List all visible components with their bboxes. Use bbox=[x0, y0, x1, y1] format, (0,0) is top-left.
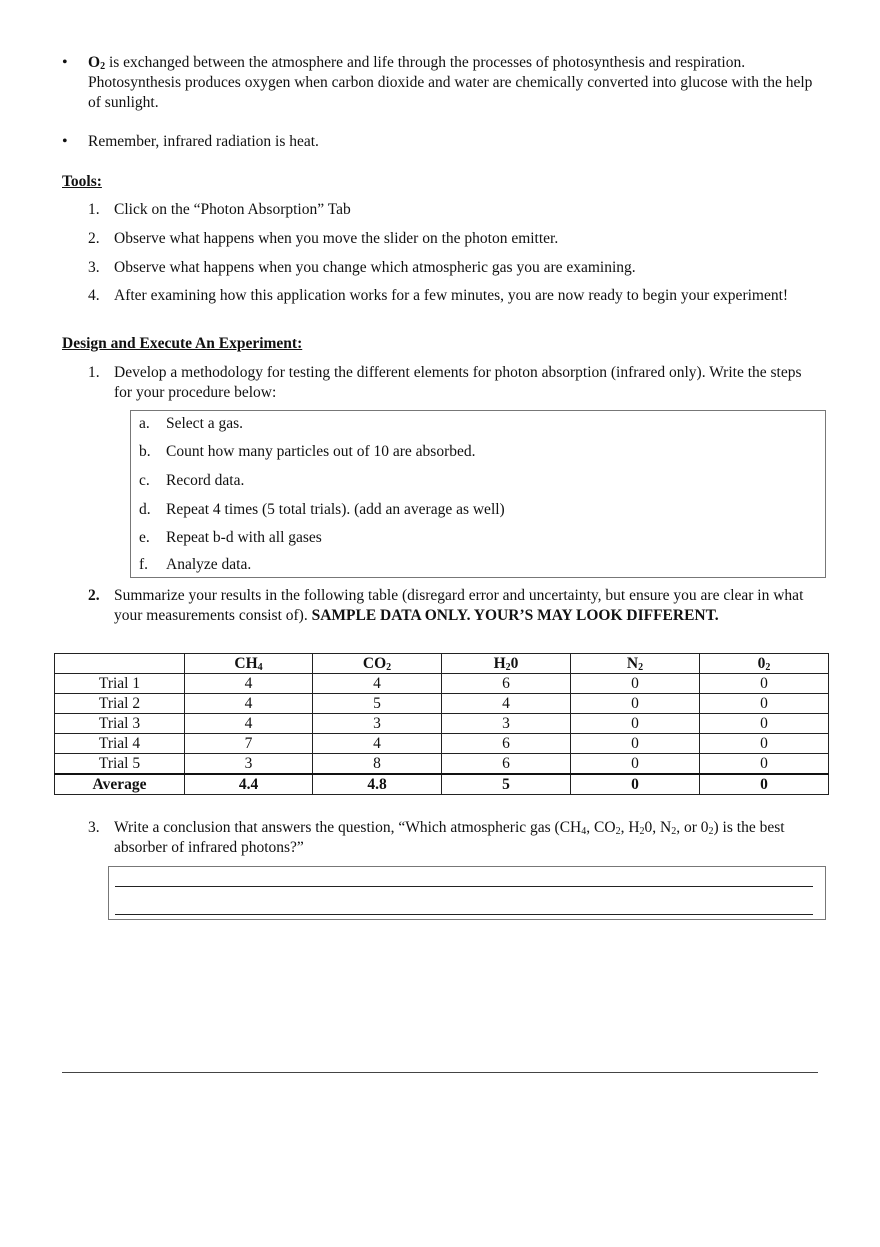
table-cell: 6 bbox=[442, 734, 571, 754]
item-text: Click on the “Photon Absorption” Tab bbox=[114, 201, 351, 218]
table-cell: 4 bbox=[185, 674, 313, 694]
step-letter: b. bbox=[139, 443, 151, 460]
step-letter: f. bbox=[139, 556, 149, 573]
table-cell: 8 bbox=[313, 754, 442, 775]
table-cell: 4 bbox=[185, 694, 313, 714]
o2-text: is exchanged between the atmosphere and life through the processes of photosynthesis and respiration. Photosynthesis produces oxygen when carbon dioxide and water are chemically converted into glucose with the help of sunlight. bbox=[88, 54, 813, 111]
step-text: Count how many particles out of 10 are absorbed. bbox=[166, 443, 476, 460]
row-label: Trial 4 bbox=[55, 734, 185, 754]
table-cell: 6 bbox=[442, 754, 571, 775]
average-cell: 4.4 bbox=[185, 774, 313, 795]
procedure-step bbox=[139, 528, 322, 548]
table-cell: 0 bbox=[571, 694, 700, 714]
table-cell: 7 bbox=[185, 734, 313, 754]
item-text: After examining how this application works for a few minutes, you are now ready to begin your experiment! bbox=[114, 287, 789, 304]
table-row bbox=[55, 674, 829, 694]
table-cell: 0 bbox=[700, 714, 829, 734]
item-number: 4. bbox=[88, 287, 100, 304]
question-text: Develop a methodology for testing the different elements for photon absorption (infrared only). Write the steps for your procedure below: bbox=[114, 364, 802, 401]
procedure-box[interactable] bbox=[130, 410, 826, 578]
table-cell: 0 bbox=[700, 754, 829, 775]
table-cell: 4 bbox=[185, 714, 313, 734]
step-text: Select a gas. bbox=[166, 415, 244, 432]
footer-rule bbox=[62, 1072, 818, 1073]
item-number: 2. bbox=[88, 230, 100, 247]
step-letter: e. bbox=[139, 529, 150, 546]
results-table bbox=[54, 653, 829, 795]
question-2-text: Summarize your results in the following table (disregard error and uncertainty, but ensure you are clear in what your measurements consist of). bbox=[114, 587, 804, 624]
average-cell: 4.8 bbox=[313, 774, 442, 795]
row-label: Average bbox=[55, 774, 185, 795]
header-cell: $H_20$ bbox=[442, 654, 571, 674]
answer-line[interactable] bbox=[115, 886, 813, 887]
table-cell: 4 bbox=[313, 734, 442, 754]
item-number: 1. bbox=[88, 201, 100, 218]
table-cell: 4 bbox=[313, 674, 442, 694]
header-cell: $CO_2$ bbox=[313, 654, 442, 674]
table-cell: 0 bbox=[700, 734, 829, 754]
table-cell: 6 bbox=[442, 674, 571, 694]
item-text: Observe what happens when you move the slider on the photon emitter. bbox=[114, 230, 559, 247]
row-label: Trial 3 bbox=[55, 714, 185, 734]
row-label: Trial 5 bbox=[55, 754, 185, 775]
table-cell: 3 bbox=[185, 754, 313, 775]
procedure-step bbox=[139, 442, 476, 462]
answer-line[interactable] bbox=[115, 914, 813, 915]
step-text: Repeat b-d with all gases bbox=[166, 529, 322, 546]
step-text: Record data. bbox=[166, 472, 245, 489]
bullet-o2-paragraph bbox=[88, 53, 818, 113]
item-number: 3. bbox=[88, 259, 100, 276]
design-heading: Design and Execute An Experiment: bbox=[62, 335, 303, 352]
row-label: Trial 1 bbox=[55, 674, 185, 694]
bullet-icon: • bbox=[62, 54, 68, 71]
item-number: 1. bbox=[88, 364, 100, 381]
average-cell: 5 bbox=[442, 774, 571, 795]
row-label: Trial 2 bbox=[55, 694, 185, 714]
table-cell: 4 bbox=[442, 694, 571, 714]
average-cell: 0 bbox=[571, 774, 700, 795]
table-row bbox=[55, 694, 829, 714]
average-cell: 0 bbox=[700, 774, 829, 795]
table-row bbox=[55, 754, 829, 775]
step-text: Repeat 4 times (5 total trials). (add an average as well) bbox=[166, 501, 505, 518]
table-cell: 0 bbox=[700, 674, 829, 694]
header-cell: $N_2$ bbox=[571, 654, 700, 674]
item-number: 3. bbox=[88, 819, 100, 836]
table-cell: 3 bbox=[313, 714, 442, 734]
question-text: Write a conclusion that answers the question, “Which atmospheric gas ($CH_4$, $CO_2$, $H_20$, $N_2$, or $0_2$) is the best absorber of infrared photons?” bbox=[114, 819, 785, 856]
o2-lead: O bbox=[88, 54, 101, 71]
average-row bbox=[55, 774, 829, 795]
step-letter: d. bbox=[139, 501, 151, 518]
table-row bbox=[55, 734, 829, 754]
table-cell: 0 bbox=[700, 694, 829, 714]
table-cell: 0 bbox=[571, 734, 700, 754]
procedure-step bbox=[139, 414, 243, 434]
tools-heading: Tools: bbox=[62, 173, 102, 190]
table-cell: 0 bbox=[571, 674, 700, 694]
bullet-infrared-paragraph: Remember, infrared radiation is heat. bbox=[88, 133, 319, 150]
sample-data-note: SAMPLE DATA ONLY. YOUR’S MAY LOOK DIFFERENT. bbox=[311, 607, 719, 624]
procedure-step bbox=[139, 500, 505, 520]
step-letter: c. bbox=[139, 472, 150, 489]
procedure-step bbox=[139, 555, 251, 575]
bullet-icon: • bbox=[62, 133, 68, 150]
item-text: Observe what happens when you change which atmospheric gas you are examining. bbox=[114, 259, 636, 276]
item-number: 2. bbox=[88, 587, 100, 604]
step-text: Analyze data. bbox=[166, 556, 252, 573]
header-cell: $0_2$ bbox=[700, 654, 829, 674]
table-row bbox=[55, 714, 829, 734]
header-cell: $CH_4$ bbox=[185, 654, 313, 674]
table-cell: 5 bbox=[313, 694, 442, 714]
table-cell: 0 bbox=[571, 754, 700, 775]
o2-subscript: 2 bbox=[100, 61, 106, 72]
table-cell: 0 bbox=[571, 714, 700, 734]
procedure-step bbox=[139, 471, 244, 491]
table-header-row bbox=[55, 654, 829, 674]
step-letter: a. bbox=[139, 415, 150, 432]
conclusion-answer-box[interactable] bbox=[108, 866, 826, 920]
question-text bbox=[114, 586, 814, 626]
header-cell-empty bbox=[55, 654, 185, 674]
table-cell: 3 bbox=[442, 714, 571, 734]
